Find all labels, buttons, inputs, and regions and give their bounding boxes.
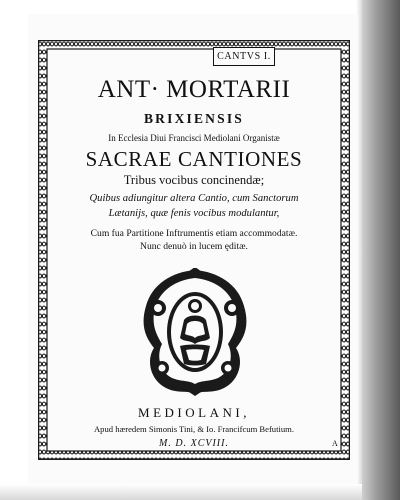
edition-line: Nunc denuò in lucem ęditæ. [140,241,248,252]
author-origin: BRIXIENSIS [143,111,245,126]
work-title: SACRAE CANTIONES [85,147,303,171]
voices-description: Tribus vocibus concinendæ; [123,173,265,187]
signature-mark: A [332,439,338,448]
printers-device-icon [140,268,250,396]
imprint-date: M. D. XCVIII. [159,438,229,449]
part-badge: CANTVS I. [213,47,275,66]
addition-line-2: Lætanijs, quæ fenis vocibus modulantur, [108,208,280,219]
author-position: In Ecclesia Diui Francisci Mediolani Organistæ [108,133,280,143]
imprint-city: MEDIOLANI, [138,405,250,420]
partition-line: Cum fua Partitione Inftrumentis etiam accommodatæ. [90,228,298,239]
scan-shadow-bottom [0,484,362,500]
addition-line-1: Quibus adiungitur altera Cantio, cum Sanctorum [89,193,299,204]
author-name: ANT· MORTARII [97,76,291,103]
scan-shadow-right [362,0,400,500]
printer-line: Apud hæredem Simonis Tini, & Io. Francifcum Befutium. [93,424,295,434]
